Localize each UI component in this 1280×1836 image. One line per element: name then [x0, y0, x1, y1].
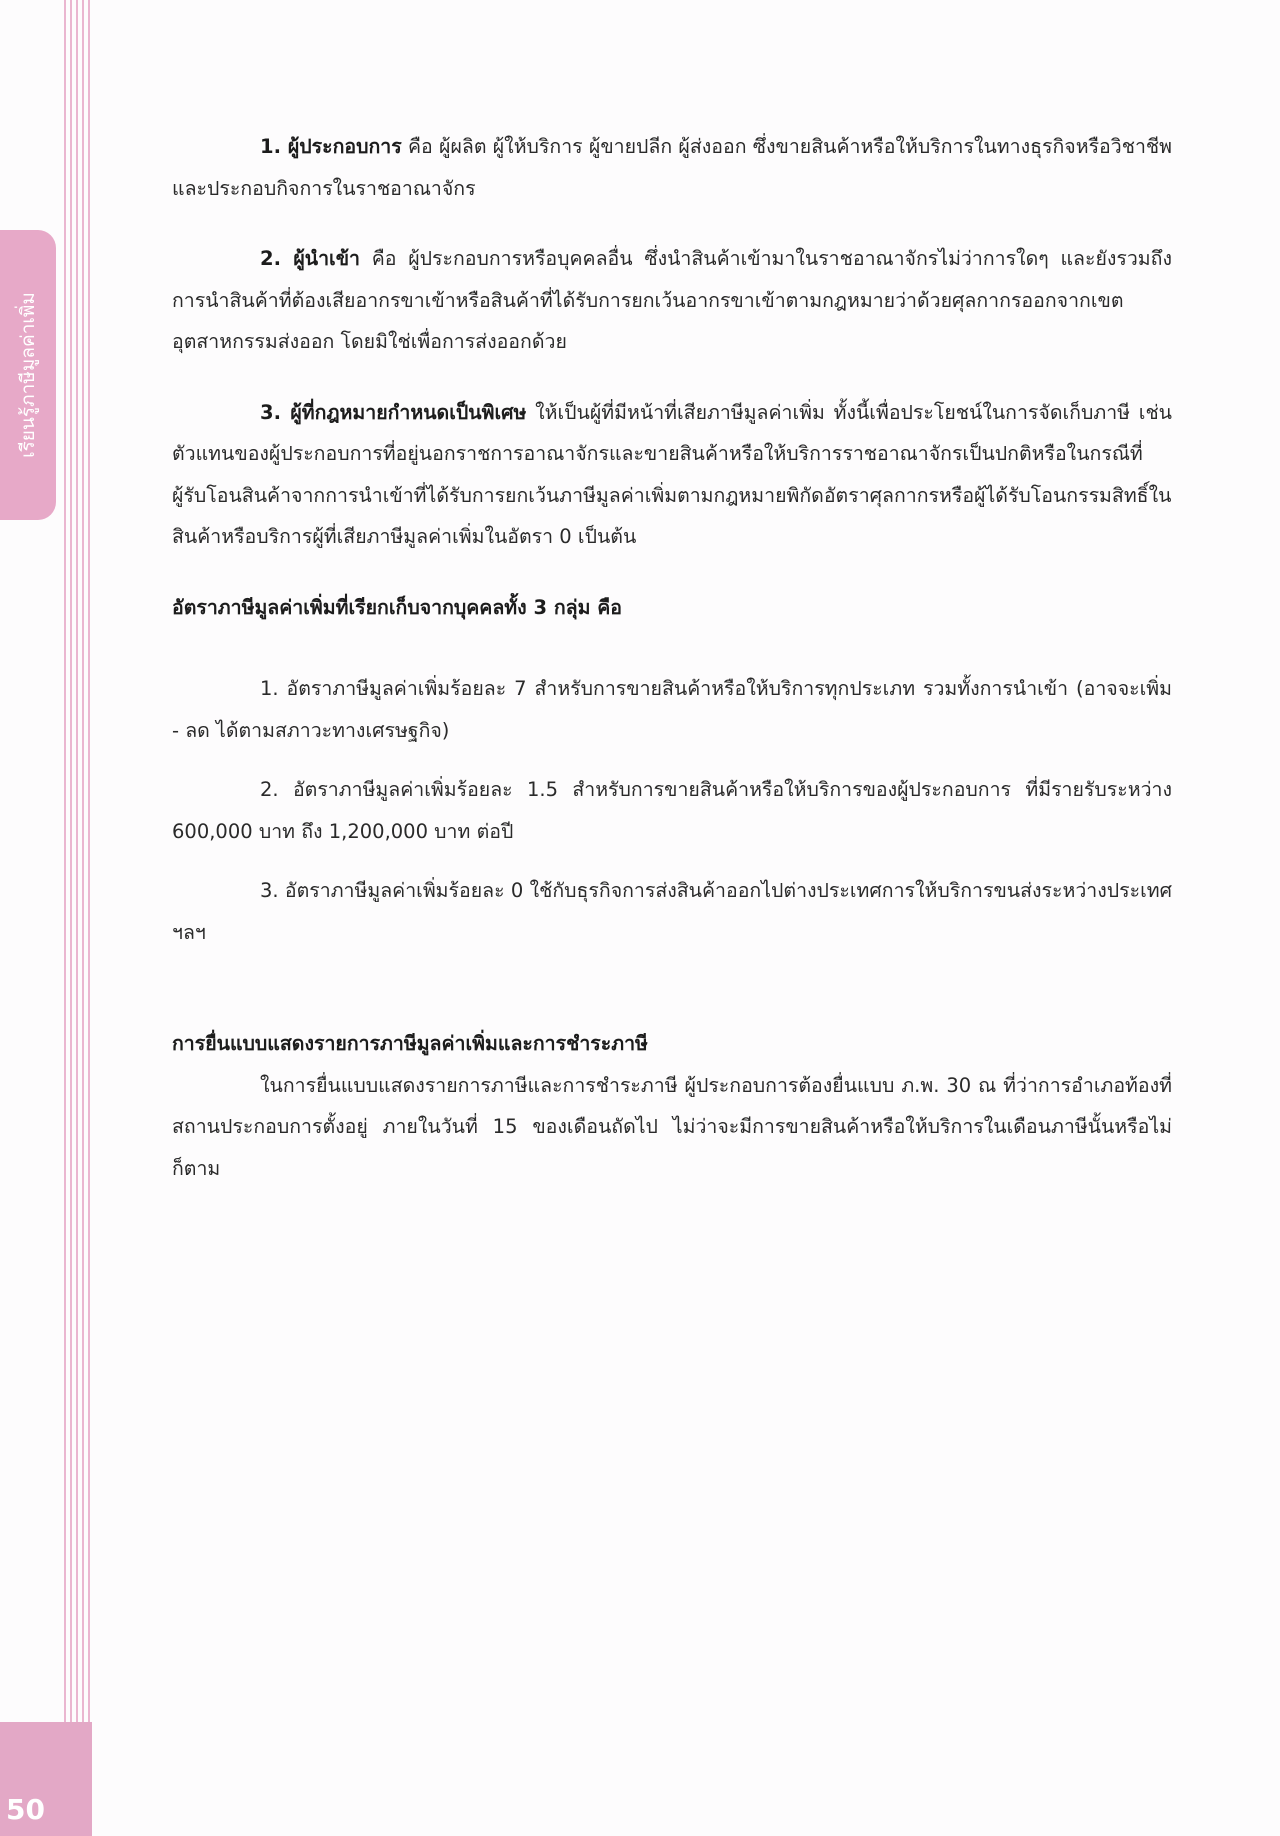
item-3-text: ให้เป็นผู้ที่มีหน้าที่เสียภาษีมูลค่าเพิ่ม ทั้งนี้เพื่อประโยชน์ในการจัดเก็บภาษี เช่น ตัวแทนของผู้ประกอบการที่อยู่นอกราชการอาณาจักรและขายสินค้าหรือให้บริการราชอาณาจักรเป็นปกติหรือในกรณีที่ผู้รับโอนสินค้าจากการนำเข้าที่ได้รับการยกเว้นภาษีมูลค่าเพิ่มตามกฎหมายพิกัดอัตราศุลกากรหรือผู้ได้รับโอนกรรมสิทธิ์ในสินค้าหรือบริการผู้ที่เสียภาษีมูลค่าเพิ่มในอัตรา 0 เป็นต้น — [172, 400, 1173, 548]
margin-line — [88, 0, 90, 1836]
margin-line — [82, 0, 84, 1836]
item-1 — [172, 126, 1172, 209]
filing-paragraph: ในการยื่นแบบแสดงรายการภาษีและการชำระภาษี ผู้ประกอบการต้องยื่นแบบ ภ.พ. 30 ณ ที่ว่าการอำเภอท้องที่สถานประกอบการตั้งอยู่ ภายในวันที่ 15 ของเดือนถัดไป ไม่ว่าจะมีการขายสินค้าหรือให้บริการในเดือนภาษีนั้นหรือไม่ก็ตาม — [172, 1073, 1172, 1180]
margin-line — [70, 0, 72, 1836]
rate-item-1: 1. อัตราภาษีมูลค่าเพิ่มร้อยละ 7 สำหรับการขายสินค้าหรือให้บริการทุกประเภท รวมทั้งการนำเข้า (อาจจะเพิ่ม - ลด ได้ตามสภาวะทางเศรษฐกิจ) — [172, 677, 1172, 742]
side-tab — [0, 230, 56, 520]
rate-item-3: 3. อัตราภาษีมูลค่าเพิ่มร้อยละ 0 ใช้กับธุรกิจการส่งสินค้าออกไปต่างประเทศการให้บริการขนส่งระหว่างประเทศ ฯลฯ — [172, 879, 1172, 944]
margin-line — [64, 0, 66, 1836]
item-2-text: คือ ผู้ประกอบการหรือบุคคลอื่น ซึ่งนำสินค้าเข้ามาในราชอาณาจักรไม่ว่าการใดๆ และยังรวมถึงการนำสินค้าที่ต้องเสียอากรขาเข้าหรือสินค้าที่ได้รับการยกเว้นอากรขาเข้าตามกฎหมายว่าด้วยศุลกากรออกจากเขตอุตสาหกรรมส่งออก โดยมิใช่เพื่อการส่งออกด้วย — [172, 247, 1172, 353]
item-2-term: 2. ผู้นำเข้า — [260, 247, 360, 270]
item-1-term: 1. ผู้ประกอบการ — [260, 135, 402, 158]
page-number: 50 — [6, 1793, 45, 1826]
item-3-term: 3. ผู้ที่กฎหมายกำหนดเป็นพิเศษ — [260, 400, 527, 424]
item-2 — [172, 238, 1172, 363]
item-3 — [172, 392, 1172, 558]
margin-line — [76, 0, 78, 1836]
document-body — [172, 126, 1172, 1218]
rate-item-2: 2. อัตราภาษีมูลค่าเพิ่มร้อยละ 1.5 สำหรับการขายสินค้าหรือให้บริการของผู้ประกอบการ ที่มีรายรับระหว่าง 600,000 บาท ถึง 1,200,000 บาท ต่อปี — [172, 778, 1172, 843]
filing-heading: การยื่นแบบแสดงรายการภาษีมูลค่าเพิ่มและการชำระภาษี — [172, 1032, 648, 1055]
side-tab-label: เรียนรู้ภาษีมูลค่าเพิ่ม — [17, 292, 39, 458]
rates-heading: อัตราภาษีมูลค่าเพิ่มที่เรียกเก็บจากบุคคลทั้ง 3 กลุ่ม คือ — [172, 595, 622, 619]
item-1-text: คือ ผู้ผลิต ผู้ให้บริการ ผู้ขายปลีก ผู้ส่งออก ซึ่งขายสินค้าหรือให้บริการในทางธุรกิจหรือวิชาชีพและประกอบกิจการในราชอาณาจักร — [172, 135, 1172, 200]
page-number-box — [0, 1722, 92, 1836]
